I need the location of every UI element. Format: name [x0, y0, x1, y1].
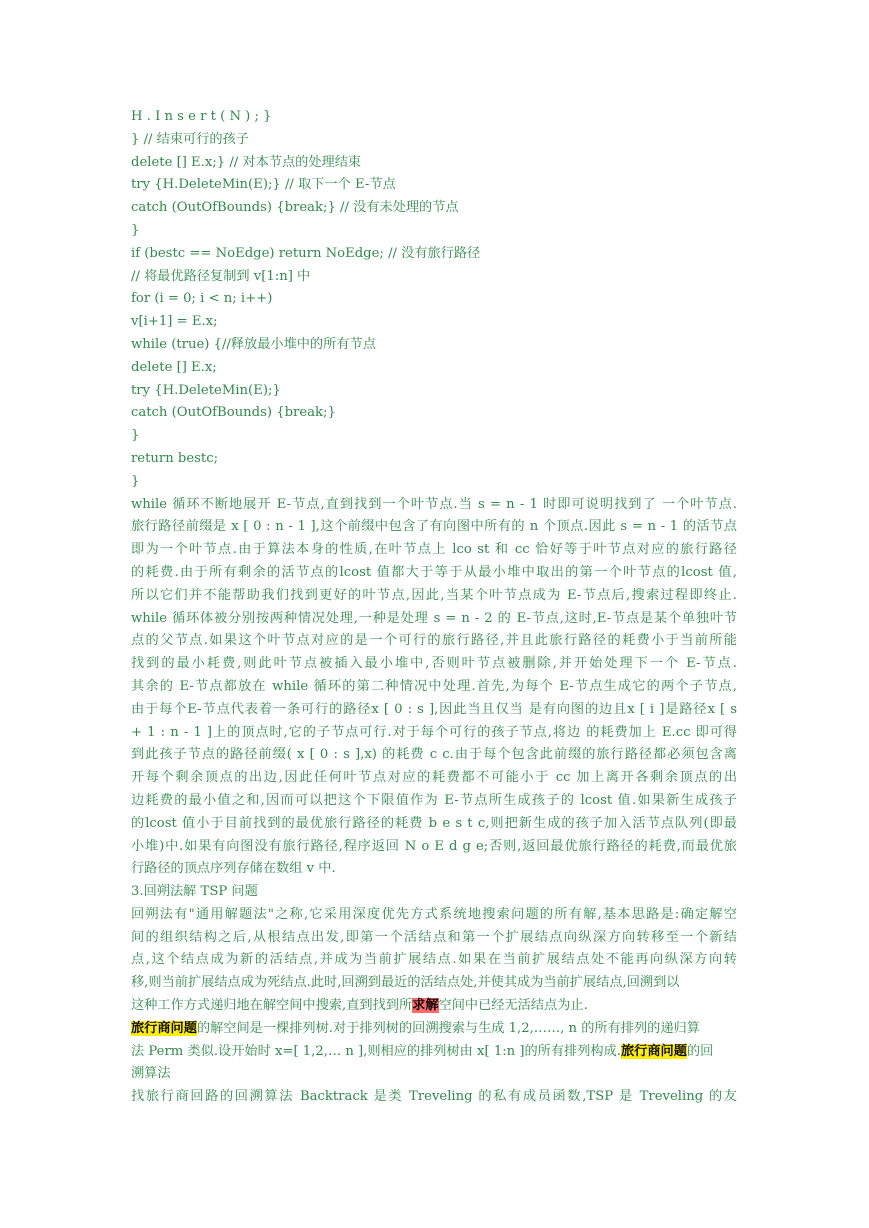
text-line: while (true) {//释放最小堆中的所有节点	[131, 336, 376, 352]
text-line: 即为一个叶节点.由于算法本身的性质,在叶节点上 lco st 和 cc 恰好等于叶节点对应的旅行路径	[131, 542, 737, 558]
text-segment: 的回	[686, 1043, 714, 1059]
tsp-line-2	[131, 1041, 737, 1064]
text-line: 到此孩子节点的路径前缀( x [ 0 : s ],x) 的耗费 c c.由于每个包含此前缀的旅行路径都必须包含离	[131, 747, 737, 763]
text-line: delete [] E.x;	[131, 359, 217, 375]
final-line: 找旅行商回路的回溯算法 Backtrack 是类 Treveling 的私有成员函数,TSP 是 Treveling 的友	[131, 1089, 737, 1105]
section-heading: 3.回朔法解 TSP 问题	[131, 884, 258, 900]
text-line: 点的父节点.如果这个叶节点对应的是一个可行的旅行路径,并且此旅行路径的耗费小于当前所能	[131, 633, 737, 649]
text-segment: 的解空间是一棵排列树.对于排列树的回溯搜索与生成 1,2,……, n 的所有排列的递归算	[196, 1020, 700, 1036]
text-line: 由于每个E-节点代表着一条可行的路径x [ 0 : s ],因此当且仅当 是有向图的边且x [ i ]是路径x [ s	[131, 701, 737, 717]
tsp-line-1	[131, 1018, 737, 1041]
text-line: + 1 : n - 1 ]上的顶点时,它的子节点可行.对于每个可行的孩子节点,将边 的耗费加上 E.cc 即可得	[131, 724, 737, 740]
text-line: if (bestc == NoEdge) return NoEdge; // 没有旅行路径	[131, 245, 481, 261]
text-line: }	[131, 222, 140, 238]
text-line: 所以它们并不能帮助我们找到更好的叶节点,因此,当某个叶节点成为 E-节点后,搜索过程即终止.	[131, 587, 737, 603]
document-page	[131, 106, 737, 1109]
backtrack-last-line	[131, 995, 737, 1018]
text-line: 点,这个结点成为新的活结点,并成为当前扩展结点.如果在当前扩展结点处不能再向纵深方向转	[131, 952, 737, 968]
text-segment: 这种工作方式递归地在解空间中搜索,直到找到所	[131, 998, 413, 1014]
highlight-keyword: 旅行商问题	[621, 1043, 687, 1059]
branch-bound-explanation	[131, 494, 737, 882]
text-line: }	[131, 473, 140, 489]
text-line: 的耗费.由于所有剩余的活节点的lcost 值都大于等于从最小堆中取出的第一个叶节点的lcost 值,	[131, 564, 737, 580]
text-line: 移,则当前扩展结点成为死结点.此时,回溯到最近的活结点处,并使其成为当前扩展结点,回溯到以	[131, 975, 680, 991]
text-line: catch (OutOfBounds) {break;}	[131, 405, 336, 421]
text-line: H . I n s e r t ( N ) ; }	[131, 109, 272, 124]
text-line: // 将最优路径复制到 v[1:n] 中	[131, 268, 311, 284]
text-line: catch (OutOfBounds) {break;} // 没有未处理的节点	[131, 200, 459, 216]
tsp-line-3: 溯算法	[131, 1066, 171, 1082]
text-line: for (i = 0; i < n; i++)	[131, 291, 273, 307]
text-line: 旅行路径前缀是 x [ 0 : n - 1 ],这个前缀中包含了有向图中所有的 n 个顶点.因此 s = n - 1 的活节点	[131, 519, 737, 535]
highlight-keyword: 旅行商问题	[131, 1020, 197, 1036]
highlight-keyword: 求解	[412, 998, 439, 1014]
text-line: 其余的 E-节点都放在 while 循环的第二种情况中处理.首先,为每个 E-节点生成它的两个子节点,	[131, 678, 737, 694]
text-line: while 循环不断地展开 E-节点,直到找到一个叶节点.当 s = n - 1 时即可说明找到了 一个叶节点.	[131, 496, 737, 512]
text-line: try {H.DeleteMin(E);}	[131, 382, 281, 398]
text-line: 回朔法有"通用解题法"之称,它采用深度优先方式系统地搜索问题的所有解,基本思路是:确定解空	[131, 906, 737, 922]
code-block	[131, 106, 737, 494]
text-line: while 循环体被分别按两种情况处理,一种是处理 s = n - 2 的 E-节点,这时,E-节点是某个单独叶节	[131, 610, 737, 626]
text-line: 边耗费的最小值之和,因而可以把这个下限值作为 E-节点所生成孩子的 lcost 值.如果新生成孩子	[131, 792, 737, 808]
text-line: 找到的最小耗费,则此叶节点被插入最小堆中,否则叶节点被删除,并开始处理下一个 E-节点.	[131, 656, 737, 672]
text-line: return bestc;	[131, 450, 219, 466]
text-line: delete [] E.x;} // 对本节点的处理结束	[131, 154, 362, 170]
text-line: }	[131, 428, 140, 444]
backtrack-intro	[131, 904, 737, 995]
text-line: 小堆)中.如果有向图没有旅行路径,程序返回 N o E d g e;否则,返回最优旅行路径的耗费,而最优旅	[131, 838, 737, 854]
text-segment: 空间中已经无活结点为止.	[438, 998, 588, 1014]
text-line: } // 结束可行的孩子	[131, 131, 249, 147]
text-line: 行路径的顶点序列存储在数组 v 中.	[131, 861, 336, 877]
text-line: try {H.DeleteMin(E);} // 取下一个 E-节点	[131, 177, 396, 193]
text-line: 开每个剩余顶点的出边,因此任何叶节点对应的耗费都不可能小于 cc 加上离开各剩余顶点的出	[131, 770, 737, 786]
text-line: 间的组织结构之后,从根结点出发,即第一个活结点和第一个扩展结点向纵深方向转移至一个新结	[131, 929, 737, 945]
text-line: 的lcost 值小于目前找到的最优旅行路径的耗费 b e s t c,则把新生成的孩子加入活节点队列(即最	[131, 815, 737, 831]
text-line: v[i+1] = E.x;	[131, 314, 218, 330]
text-segment: 法 Perm 类似.设开始时 x=[ 1,2,… n ],则相应的排列树由 x[ 1:n ]的所有排列构成.	[131, 1043, 621, 1059]
